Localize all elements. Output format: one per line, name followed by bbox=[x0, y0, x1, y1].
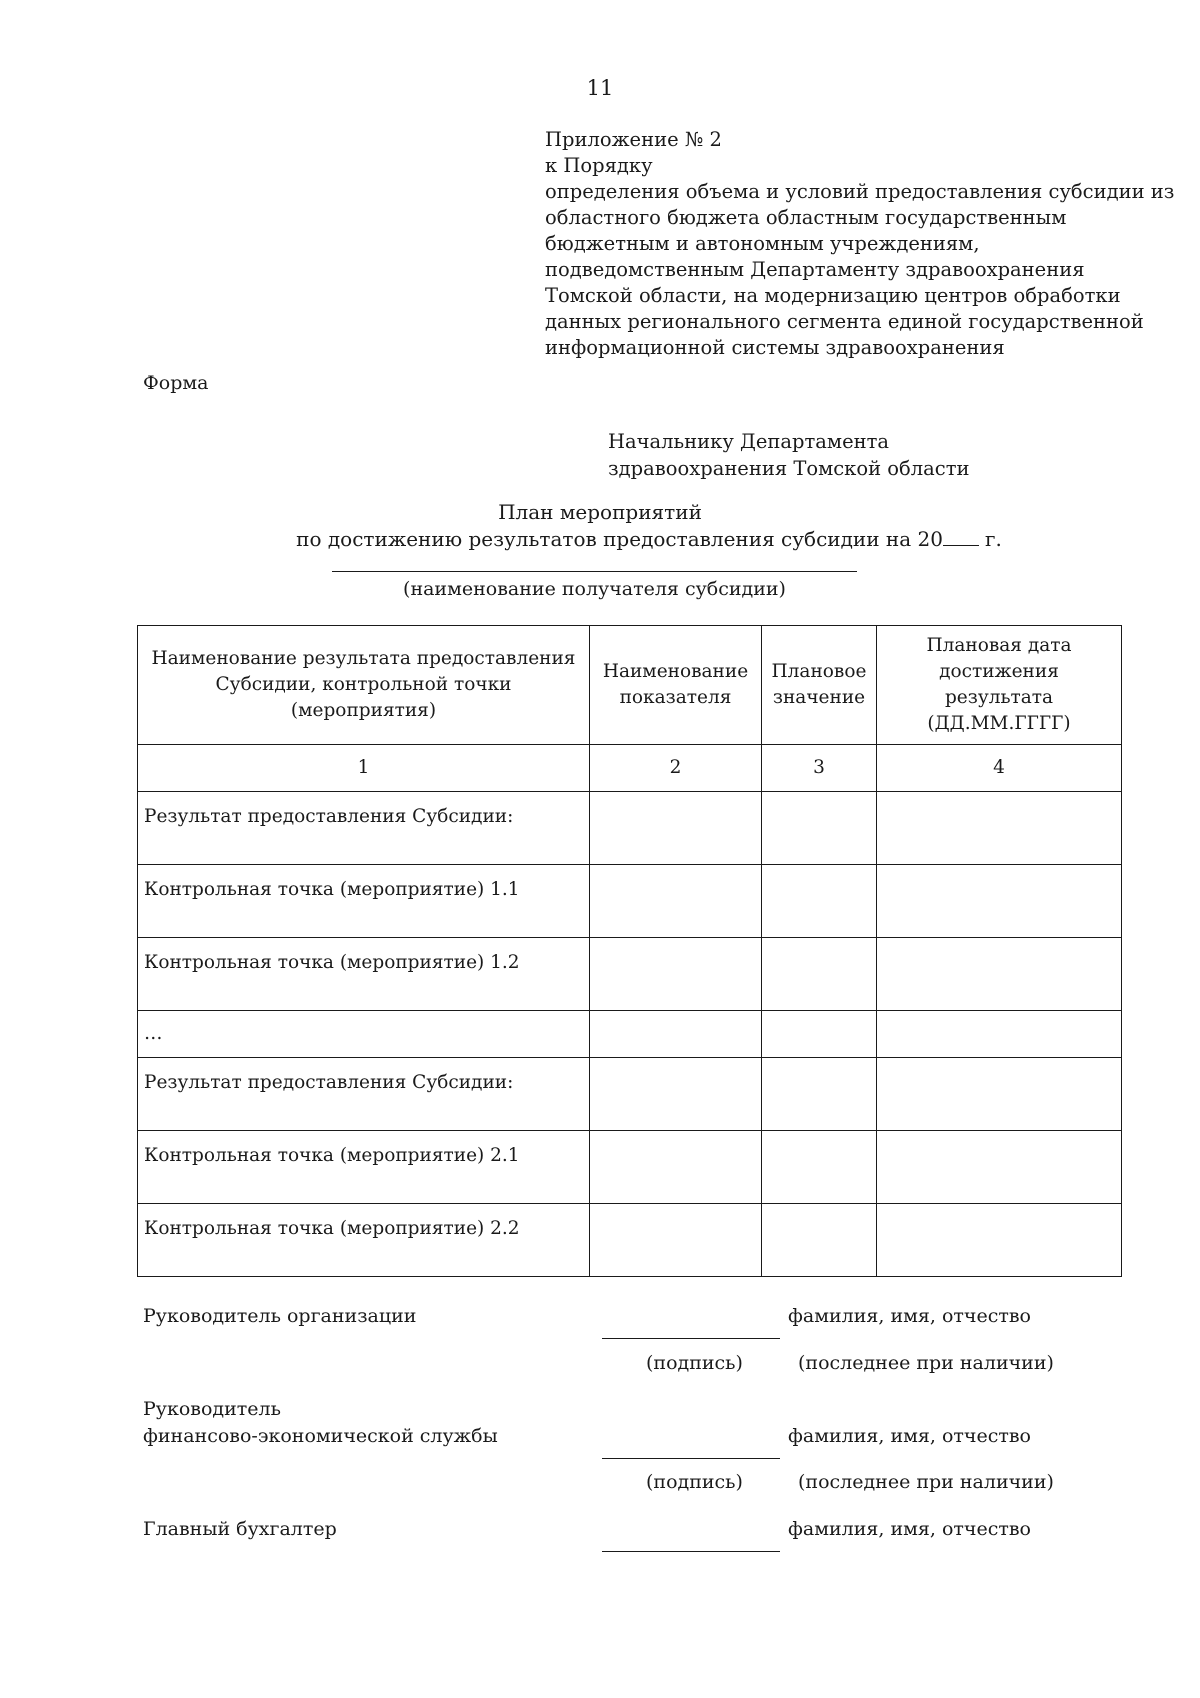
table-cell[interactable] bbox=[877, 1131, 1122, 1204]
header-cell: Наименование показателя bbox=[590, 626, 762, 745]
page-number: 11 bbox=[586, 76, 614, 100]
signature-caption: (подпись) bbox=[646, 1352, 743, 1374]
table-row bbox=[138, 1204, 1122, 1277]
fio-caption: (последнее при наличии) bbox=[798, 1352, 1054, 1374]
addressee-line-2: здравоохранения Томской области bbox=[608, 457, 970, 480]
table-cell[interactable] bbox=[762, 1131, 877, 1204]
column-number: 1 bbox=[138, 745, 590, 792]
appendix-line: к Порядку bbox=[545, 154, 653, 177]
fio-label: фамилия, имя, отчество bbox=[788, 1518, 1031, 1540]
appendix-line: данных регионального сегмента единой государственной bbox=[545, 310, 1144, 333]
appendix-line: информационной системы здравоохранения bbox=[545, 336, 1005, 359]
table-cell[interactable] bbox=[877, 1011, 1122, 1058]
table-row bbox=[138, 938, 1122, 1011]
header-cell: Наименование результата предоставления Субсидии, контрольной точки (мероприятия) bbox=[138, 626, 590, 745]
addressee-block bbox=[608, 428, 970, 482]
table-cell[interactable] bbox=[762, 792, 877, 865]
signature-label-head: Руководитель организации bbox=[143, 1305, 417, 1327]
table-cell[interactable] bbox=[590, 1131, 762, 1204]
plan-title: План мероприятий bbox=[498, 500, 702, 524]
table-cell[interactable] bbox=[590, 1011, 762, 1058]
fio-label: фамилия, имя, отчество bbox=[788, 1425, 1031, 1447]
column-number: 4 bbox=[877, 745, 1122, 792]
table-cell[interactable] bbox=[762, 865, 877, 938]
plan-table bbox=[137, 625, 1122, 1277]
table-row bbox=[138, 1058, 1122, 1131]
appendix-block bbox=[545, 127, 1174, 361]
recipient-caption: (наименование получателя субсидии) bbox=[403, 578, 786, 600]
appendix-line: бюджетным и автономным учреждениям, bbox=[545, 232, 980, 255]
fio-label: фамилия, имя, отчество bbox=[788, 1305, 1031, 1327]
plan-subtitle-suffix: г. bbox=[985, 527, 1002, 551]
recipient-name-line bbox=[332, 571, 857, 572]
appendix-line: определения объема и условий предоставления субсидии из bbox=[545, 180, 1175, 203]
table-cell[interactable] bbox=[590, 938, 762, 1011]
row-label: Контрольная точка (мероприятие) 2.1 bbox=[138, 1131, 590, 1204]
table-cell[interactable] bbox=[877, 938, 1122, 1011]
table-header-row bbox=[138, 626, 1122, 745]
table-cell[interactable] bbox=[590, 865, 762, 938]
signature-line[interactable] bbox=[602, 1551, 780, 1552]
table-row bbox=[138, 792, 1122, 865]
table-cell[interactable] bbox=[877, 792, 1122, 865]
signature-line[interactable] bbox=[602, 1338, 780, 1339]
table-cell[interactable] bbox=[877, 1058, 1122, 1131]
column-number: 2 bbox=[590, 745, 762, 792]
table-row bbox=[138, 865, 1122, 938]
appendix-line: подведомственным Департаменту здравоохранения bbox=[545, 258, 1085, 281]
table-cell[interactable] bbox=[762, 1058, 877, 1131]
table-cell[interactable] bbox=[762, 1011, 877, 1058]
addressee-line-1: Начальнику Департамента bbox=[608, 430, 890, 453]
row-label: … bbox=[138, 1011, 590, 1058]
signature-caption: (подпись) bbox=[646, 1471, 743, 1493]
column-number: 3 bbox=[762, 745, 877, 792]
appendix-line: Приложение № 2 bbox=[545, 128, 722, 151]
appendix-line: Томской области, на модернизацию центров обработки bbox=[545, 284, 1121, 307]
table-cell[interactable] bbox=[590, 792, 762, 865]
table-row bbox=[138, 1131, 1122, 1204]
table-cell[interactable] bbox=[762, 1204, 877, 1277]
signature-label-finance-2: финансово-экономической службы bbox=[143, 1425, 498, 1447]
signature-line[interactable] bbox=[602, 1458, 780, 1459]
row-label: Результат предоставления Субсидии: bbox=[138, 792, 590, 865]
year-blank bbox=[943, 527, 979, 546]
table-cell[interactable] bbox=[590, 1058, 762, 1131]
form-label: Форма bbox=[143, 372, 209, 394]
row-label: Результат предоставления Субсидии: bbox=[138, 1058, 590, 1131]
row-label: Контрольная точка (мероприятие) 1.1 bbox=[138, 865, 590, 938]
signature-label-accountant: Главный бухгалтер bbox=[143, 1518, 337, 1540]
plan-subtitle bbox=[0, 527, 1200, 551]
table-row bbox=[138, 1011, 1122, 1058]
header-cell: Плановая дата достижения результата (ДД.ММ.ГГГГ) bbox=[877, 626, 1122, 745]
table-cell[interactable] bbox=[877, 865, 1122, 938]
row-label: Контрольная точка (мероприятие) 1.2 bbox=[138, 938, 590, 1011]
signature-label-finance: Руководитель bbox=[143, 1398, 281, 1420]
header-cell: Плановое значение bbox=[762, 626, 877, 745]
column-number-row bbox=[138, 745, 1122, 792]
appendix-line: областного бюджета областным государственным bbox=[545, 206, 1067, 229]
table-cell[interactable] bbox=[590, 1204, 762, 1277]
table-cell[interactable] bbox=[877, 1204, 1122, 1277]
row-label: Контрольная точка (мероприятие) 2.2 bbox=[138, 1204, 590, 1277]
fio-caption: (последнее при наличии) bbox=[798, 1471, 1054, 1493]
table-cell[interactable] bbox=[762, 938, 877, 1011]
plan-subtitle-text: по достижению результатов предоставления субсидии на 20 bbox=[296, 527, 943, 551]
